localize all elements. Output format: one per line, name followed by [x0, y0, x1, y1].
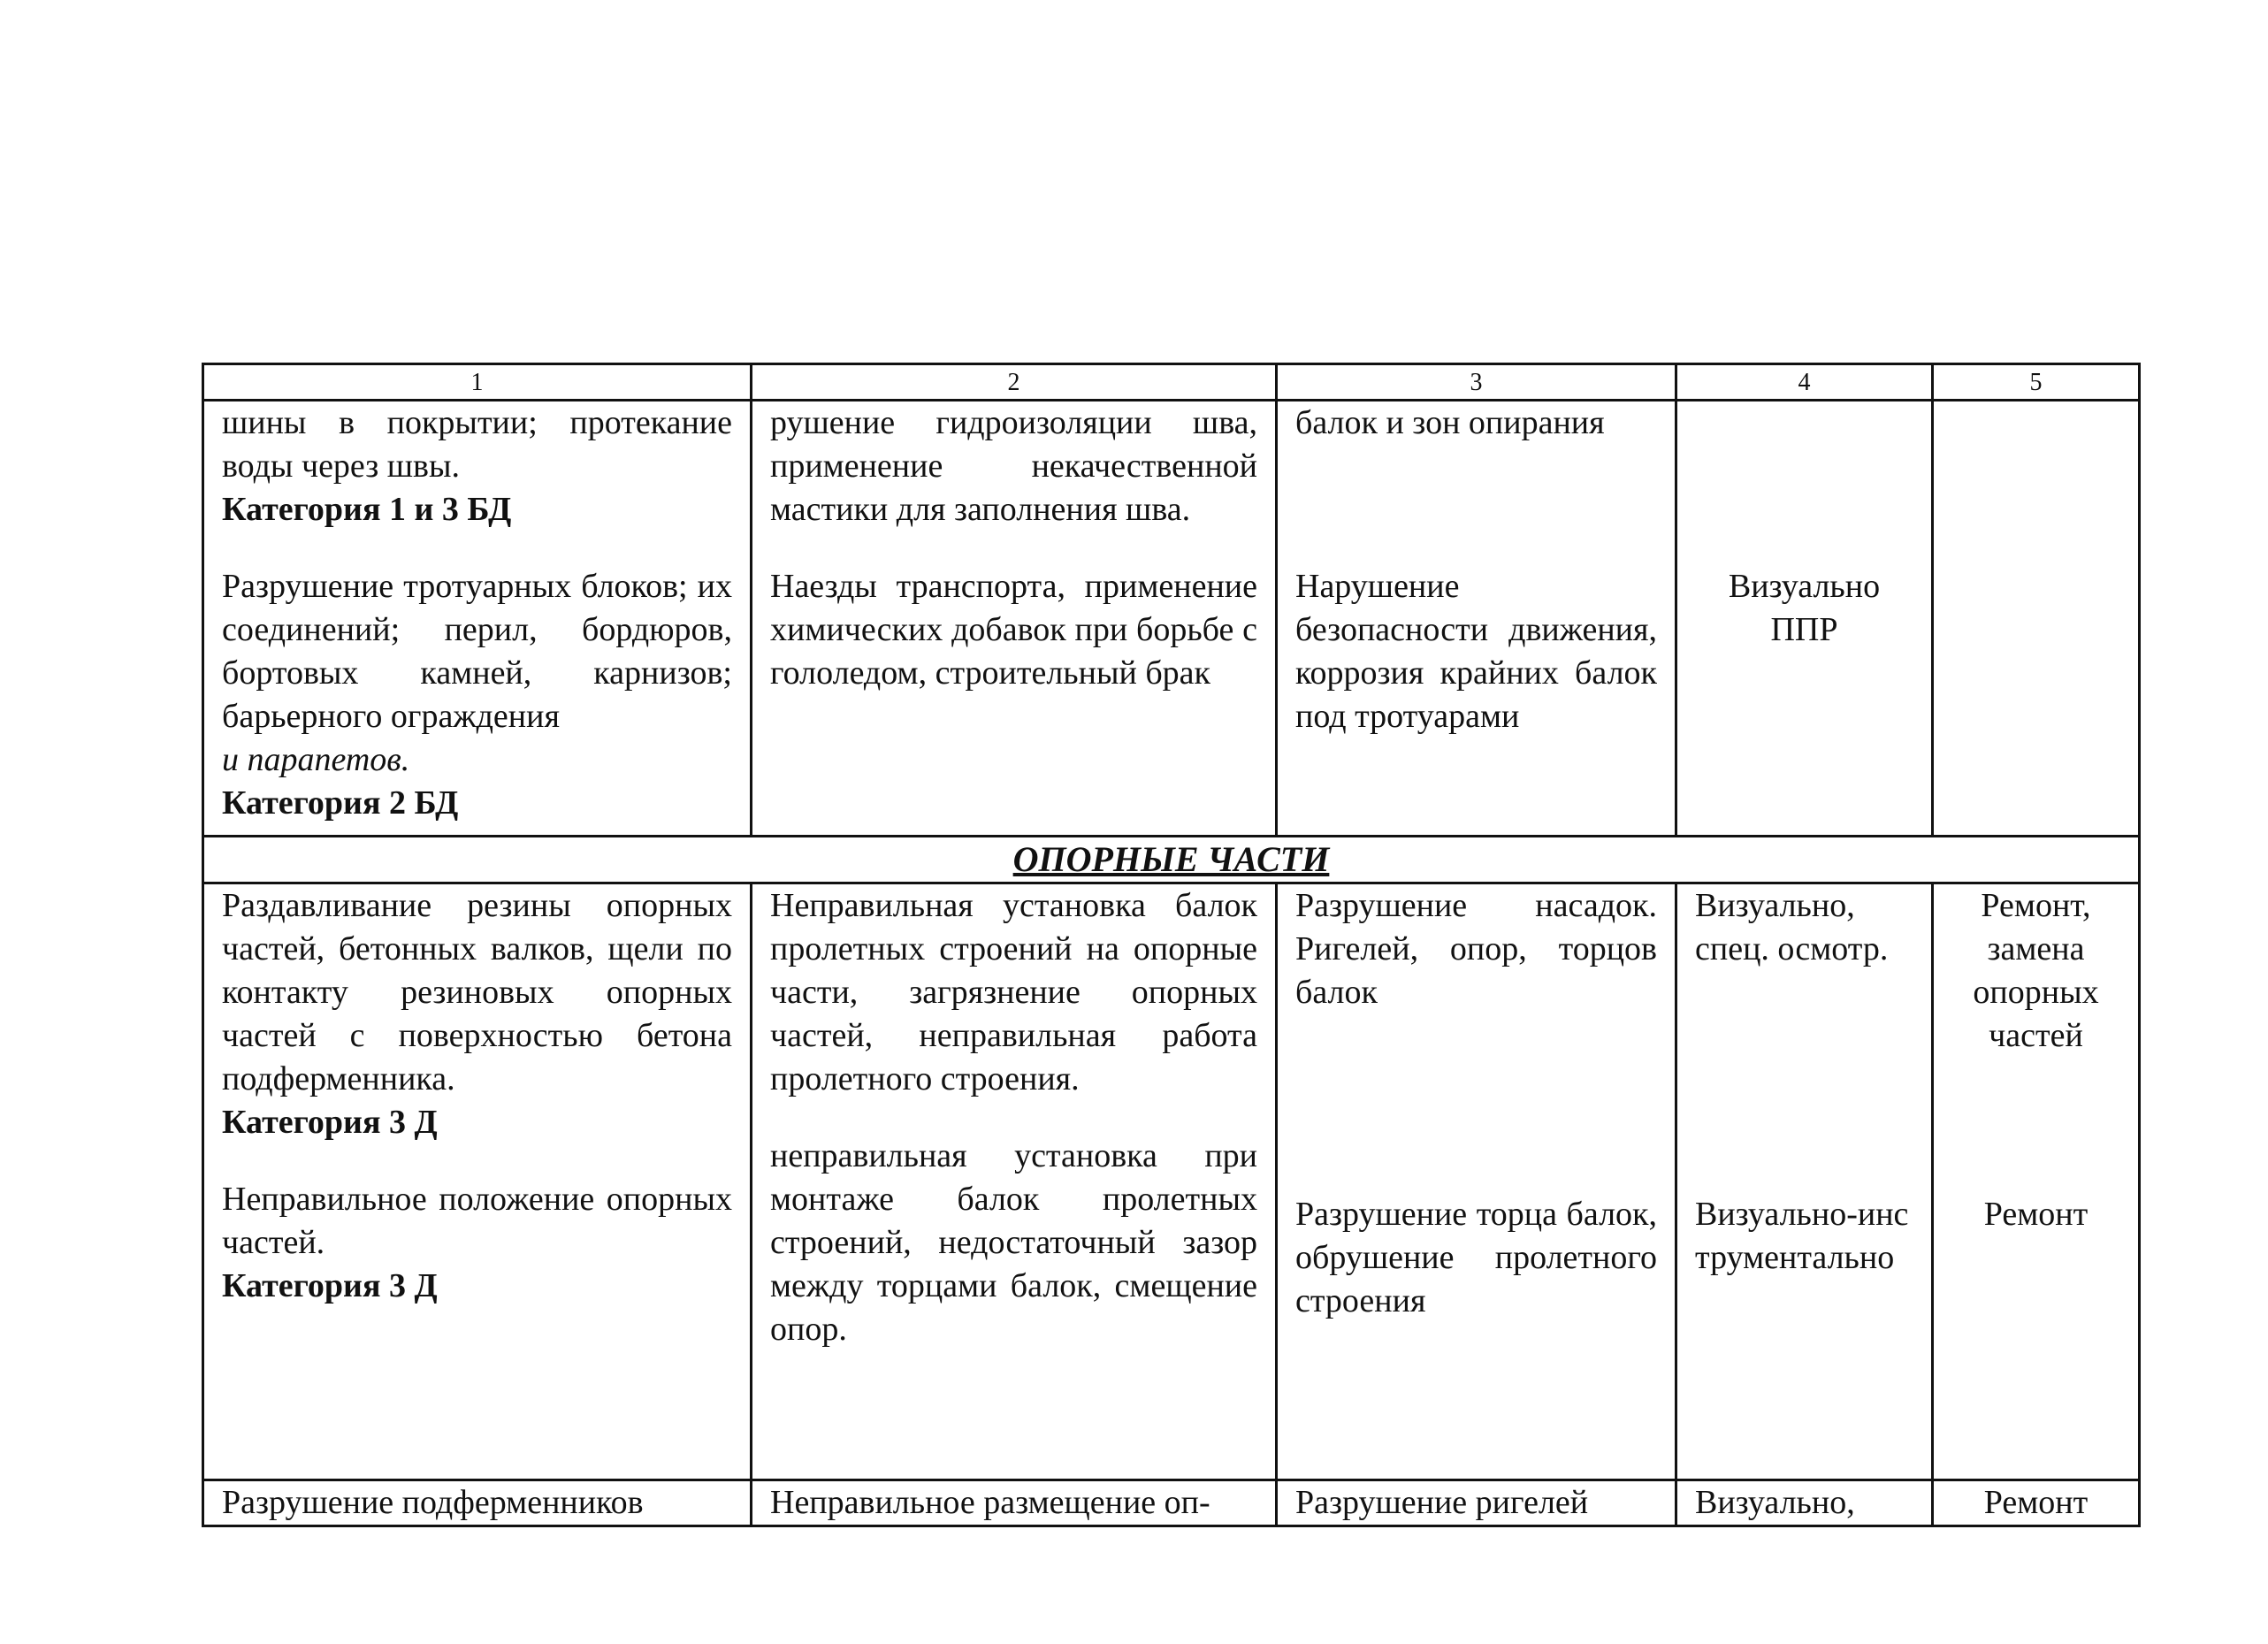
list-item — [1695, 401, 1913, 531]
cell-remedy — [1933, 1480, 2140, 1526]
list-item — [1295, 401, 1657, 531]
remedy-text: Ремонт — [1983, 1484, 2089, 1521]
cell-consequence — [1277, 401, 1676, 837]
column-number-1: 1 — [203, 364, 752, 401]
cell-consequence — [1277, 1480, 1676, 1526]
cell-cause — [752, 883, 1277, 1480]
cell-consequence — [1277, 883, 1676, 1480]
cell-remedy — [1933, 883, 2140, 1480]
defect-text-tail: и парапетов. — [222, 741, 410, 778]
defect-category: Категория 3 Д — [222, 1104, 438, 1141]
cell-remedy — [1933, 401, 2140, 837]
method-text: Визуально, спец. осмотр. — [1695, 887, 1889, 967]
defect-text: Разрушение тротуарных блоков; их соединений; перил, бордюров, бортовых камней, карнизов; барьерного ограждения — [222, 568, 732, 735]
table-row-bearings — [203, 883, 2140, 1480]
defect-text: Раздавливание резины опорных частей, бетонных валков, щели по контакту резиновых опорных частей с поверхностью бетона подферменника. — [222, 887, 732, 1097]
consequence-text: балок и зон опирания — [1295, 404, 1605, 441]
consequence-text: Разрушение ригелей — [1295, 1484, 1589, 1521]
cell-cause — [752, 1480, 1277, 1526]
defect-text: Разрушение подферменников — [222, 1484, 644, 1521]
list-item — [222, 401, 732, 531]
consequence-text: Разрушение насадок. Ригелей, опор, торцов балок — [1295, 887, 1657, 1011]
remedy-text: Ремонт, замена опорных частей — [1973, 887, 2099, 1054]
defects-table — [202, 363, 2141, 1527]
list-item — [1695, 884, 1913, 1159]
section-row — [203, 837, 2140, 883]
list-item — [1951, 884, 2120, 1159]
list-item — [770, 884, 1257, 1101]
cause-text: Неправильная установка балок пролетных строений на опорные части, загрязнение опорных частей, неправильная работа пролетного строения. — [770, 887, 1257, 1097]
consequence-text: Нарушение безопасности движения, коррозия крайних балок под тротуарами — [1295, 568, 1657, 735]
table-row-continuation — [203, 401, 2140, 837]
cause-text: Наезды транспорта, применение химических добавок при борьбе с гололедом, строительный брак — [770, 568, 1257, 692]
cell-defect-description — [203, 1480, 752, 1526]
list-item — [770, 565, 1257, 695]
list-item — [1295, 565, 1657, 738]
cell-cause — [752, 401, 1277, 837]
cause-text: неправильная установка при монтаже балок пролетных строений, недостаточный зазор между торцами балок, смещение опор. — [770, 1137, 1257, 1348]
cell-defect-description — [203, 401, 752, 837]
defect-text: Неправильное положение опорных частей. — [222, 1181, 732, 1261]
defect-category: Категория 1 и 3 БД — [222, 491, 512, 528]
column-number-3: 3 — [1277, 364, 1676, 401]
list-item — [222, 1178, 732, 1308]
method-text: Визуально-инструментально — [1695, 1196, 1909, 1276]
column-number-2: 2 — [752, 364, 1277, 401]
column-number-4: 4 — [1676, 364, 1933, 401]
list-item — [1951, 1193, 2120, 1236]
cell-inspection-method — [1676, 883, 1933, 1480]
cell-inspection-method — [1676, 1480, 1933, 1526]
defect-category: Категория 3 Д — [222, 1267, 438, 1304]
cell-defect-description — [203, 883, 752, 1480]
method-line-2: ППР — [1770, 611, 1838, 648]
cause-text: рушение гидроизоляции шва, применение некачественной мастики для заполнения шва. — [770, 404, 1257, 528]
list-item — [1695, 565, 1913, 652]
section-title: ОПОРНЫЕ ЧАСТИ — [203, 837, 2140, 883]
cell-inspection-method — [1676, 401, 1933, 837]
column-number-row — [203, 364, 2140, 401]
list-item — [222, 565, 732, 825]
remedy-text: Ремонт — [1983, 1196, 2089, 1233]
list-item — [1295, 884, 1657, 1159]
cause-text: Неправильное размещение оп- — [770, 1484, 1210, 1521]
table-row-cut — [203, 1480, 2140, 1526]
consequence-text: Разрушение торца балок, обрушение пролетного строения — [1295, 1196, 1657, 1319]
method-line-1: Визуально — [1728, 568, 1881, 605]
list-item — [770, 1135, 1257, 1351]
list-item — [222, 884, 732, 1144]
column-number-5: 5 — [1933, 364, 2140, 401]
method-text: Визуально, — [1695, 1484, 1855, 1521]
list-item — [1695, 1193, 1913, 1280]
list-item — [1295, 1193, 1657, 1323]
list-item — [770, 401, 1257, 531]
defect-category: Категория 2 БД — [222, 784, 459, 822]
defect-text: шины в покрытии; протекание воды через швы. — [222, 404, 732, 485]
